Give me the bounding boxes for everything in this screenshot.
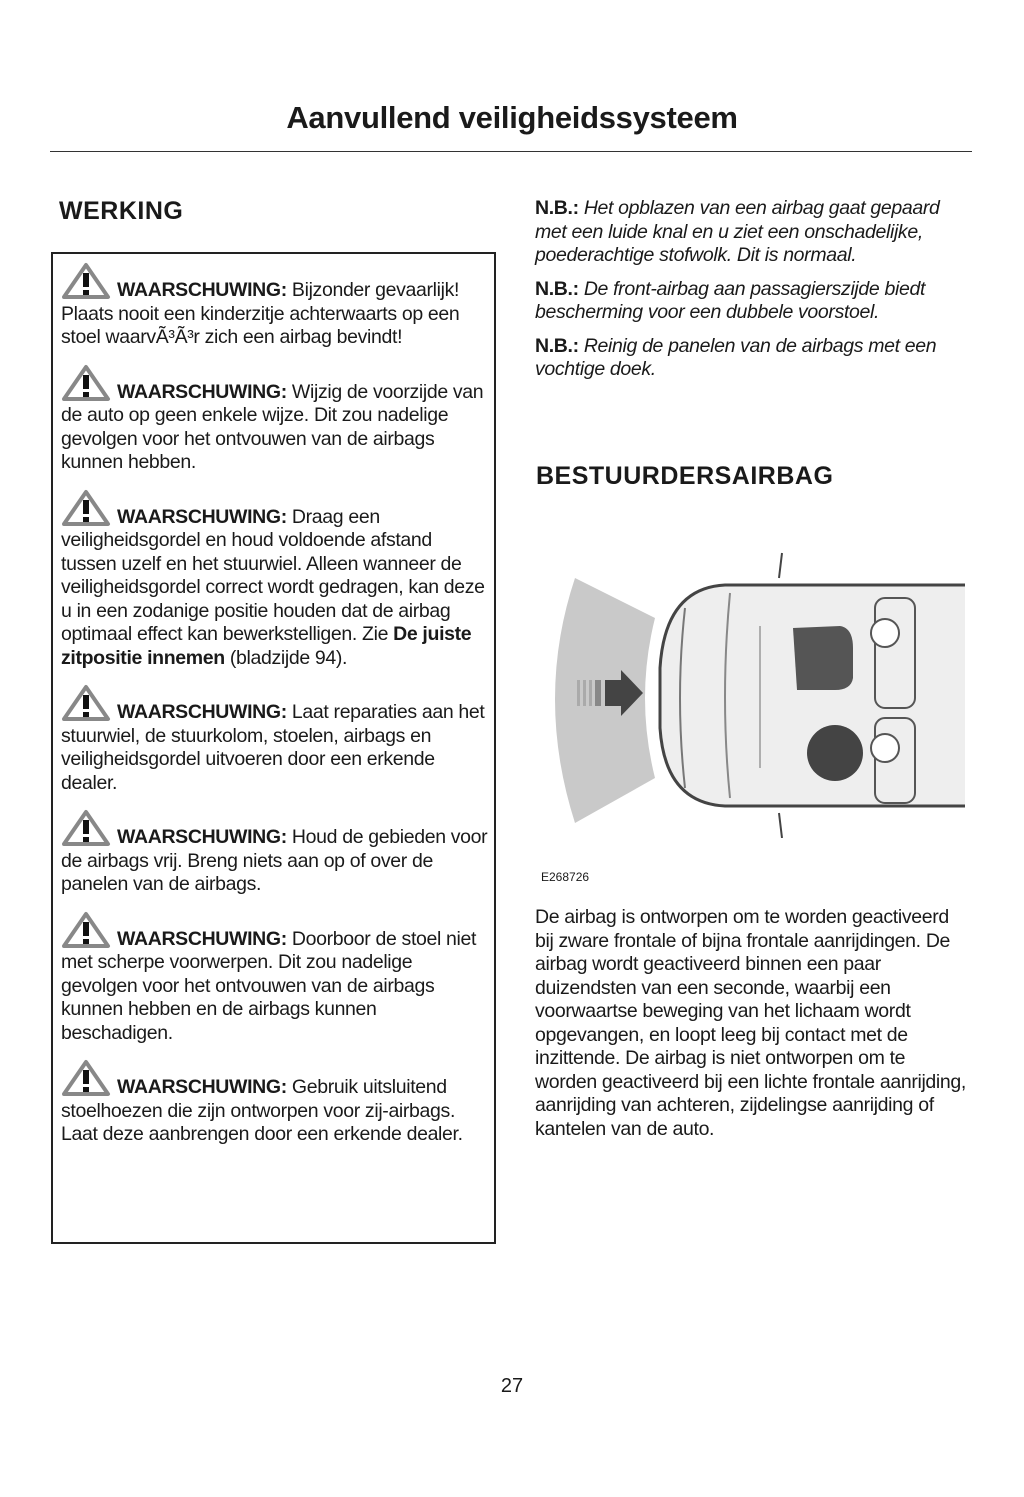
note-label: N.B.: xyxy=(535,197,579,219)
warning-text: Gebruik uitsluitend stoelhoezen die zijn ontworpen voor zij-airbags. Laat deze aanbrengen door een erkende dealer. xyxy=(61,1076,463,1145)
warning-label: WAARSCHUWING: xyxy=(117,380,287,403)
warning-label: WAARSCHUWING: xyxy=(117,701,287,723)
driver-airbag xyxy=(807,725,863,781)
notes xyxy=(535,197,971,392)
warning-item xyxy=(61,809,488,897)
warning-label: WAARSCHUWING: xyxy=(117,826,287,848)
page-reference: (bladzijde 94). xyxy=(224,646,348,669)
warning-triangle-icon xyxy=(61,364,111,402)
header-rule xyxy=(50,151,972,152)
note-text: Het opblazen van een airbag gaat gepaard met een luide knal en u ziet een onschadelijke, poederachtige stofwolk. Dit is normaal. xyxy=(535,197,940,266)
warning-text: Draag een veiligheidsgordel en houd voldoende afstand tussen uzelf en het stuurwiel. Alleen wanneer de veiligheidsgordel correct wordt gedragen, kan deze u in een zodanige positie houden dat de airbag optimaal effect kan bewerkstelligen. Zie xyxy=(61,505,485,645)
warning-text: Bijzonder gevaarlijk! Plaats nooit een kinderzitje achterwaarts op een stoel waarvÃ³Ã³r zich een airbag bevindt! xyxy=(61,279,460,348)
figure-id: E268726 xyxy=(541,870,590,884)
page-title: Aanvullend veiligheidssysteem xyxy=(286,100,738,135)
warning-text: Houd de gebieden voor de airbags vrij. Breng niets aan op of over de panelen van de airbags. xyxy=(61,826,488,895)
section-heading-bestuurdersairbag: BESTUURDERSAIRBAG xyxy=(536,462,834,490)
page-number: 27 xyxy=(500,1375,524,1397)
warning-item xyxy=(61,1059,488,1147)
note-item xyxy=(535,335,971,382)
warning-item xyxy=(61,262,488,350)
passenger-airbag xyxy=(793,626,853,690)
warning-item xyxy=(61,911,488,1046)
note-text: Reinig de panelen van de airbags met een vochtige doek. xyxy=(535,334,937,380)
note-item xyxy=(535,197,971,268)
warning-triangle-icon xyxy=(61,1059,111,1097)
body-text: De airbag is ontworpen om te worden geactiveerd bij zware frontale of bijna frontale aanrijdingen. De airbag wordt geactiveerd binnen een paar duizendsten van een seconde, waarbij een voorwaartse beweging van het lichaam wordt opgevangen, en loopt leeg bij contact met de inzittende. De airbag is niet ontworpen om te worden geactiveerd bij een lichte frontale aanrijding, aanrijding van achteren, zijdelingse aanrijding of kantelen van de auto. xyxy=(535,906,966,1140)
driver-airbag-illustration xyxy=(535,548,970,838)
warnings-box xyxy=(51,252,496,1244)
warning-triangle-icon xyxy=(61,262,111,300)
note-text: De front-airbag aan passagierszijde biedt bescherming voor een dubbele voorstoel. xyxy=(535,277,926,323)
warning-triangle-icon xyxy=(61,911,111,949)
warning-triangle-icon xyxy=(61,489,111,527)
note-item xyxy=(535,278,971,325)
warning-label: WAARSCHUWING: xyxy=(117,1076,287,1098)
warning-text: Laat reparaties aan het stuurwiel, de stuurkolom, stoelen, airbags en veiligheidsgordel uitvoeren door een erkende dealer. xyxy=(61,701,485,794)
warning-triangle-icon xyxy=(61,684,111,722)
warning-item xyxy=(61,489,488,671)
warning-label: WAARSCHUWING: xyxy=(117,279,287,301)
warning-triangle-icon xyxy=(61,809,111,847)
warning-text: Doorboor de stoel niet met scherpe voorwerpen. Dit zou nadelige gevolgen voor het ontvouwen van de airbags kunnen hebben en de airbags kunnen beschadigen. xyxy=(61,927,477,1044)
note-label: N.B.: xyxy=(535,277,579,300)
section-heading-werking: WERKING xyxy=(59,197,184,225)
warning-item xyxy=(61,364,488,475)
warning-text: Wijzig de voorzijde van de auto op geen enkele wijze. Dit zou nadelige gevolgen voor het ontvouwen van de airbags kunnen hebben. xyxy=(61,380,484,473)
warning-label: WAARSCHUWING: xyxy=(117,505,287,528)
note-label: N.B.: xyxy=(535,334,579,357)
cross-reference-link[interactable]: De juiste zitpositie innemen xyxy=(61,623,472,669)
warning-label: WAARSCHUWING: xyxy=(117,927,287,950)
warning-item xyxy=(61,684,488,795)
